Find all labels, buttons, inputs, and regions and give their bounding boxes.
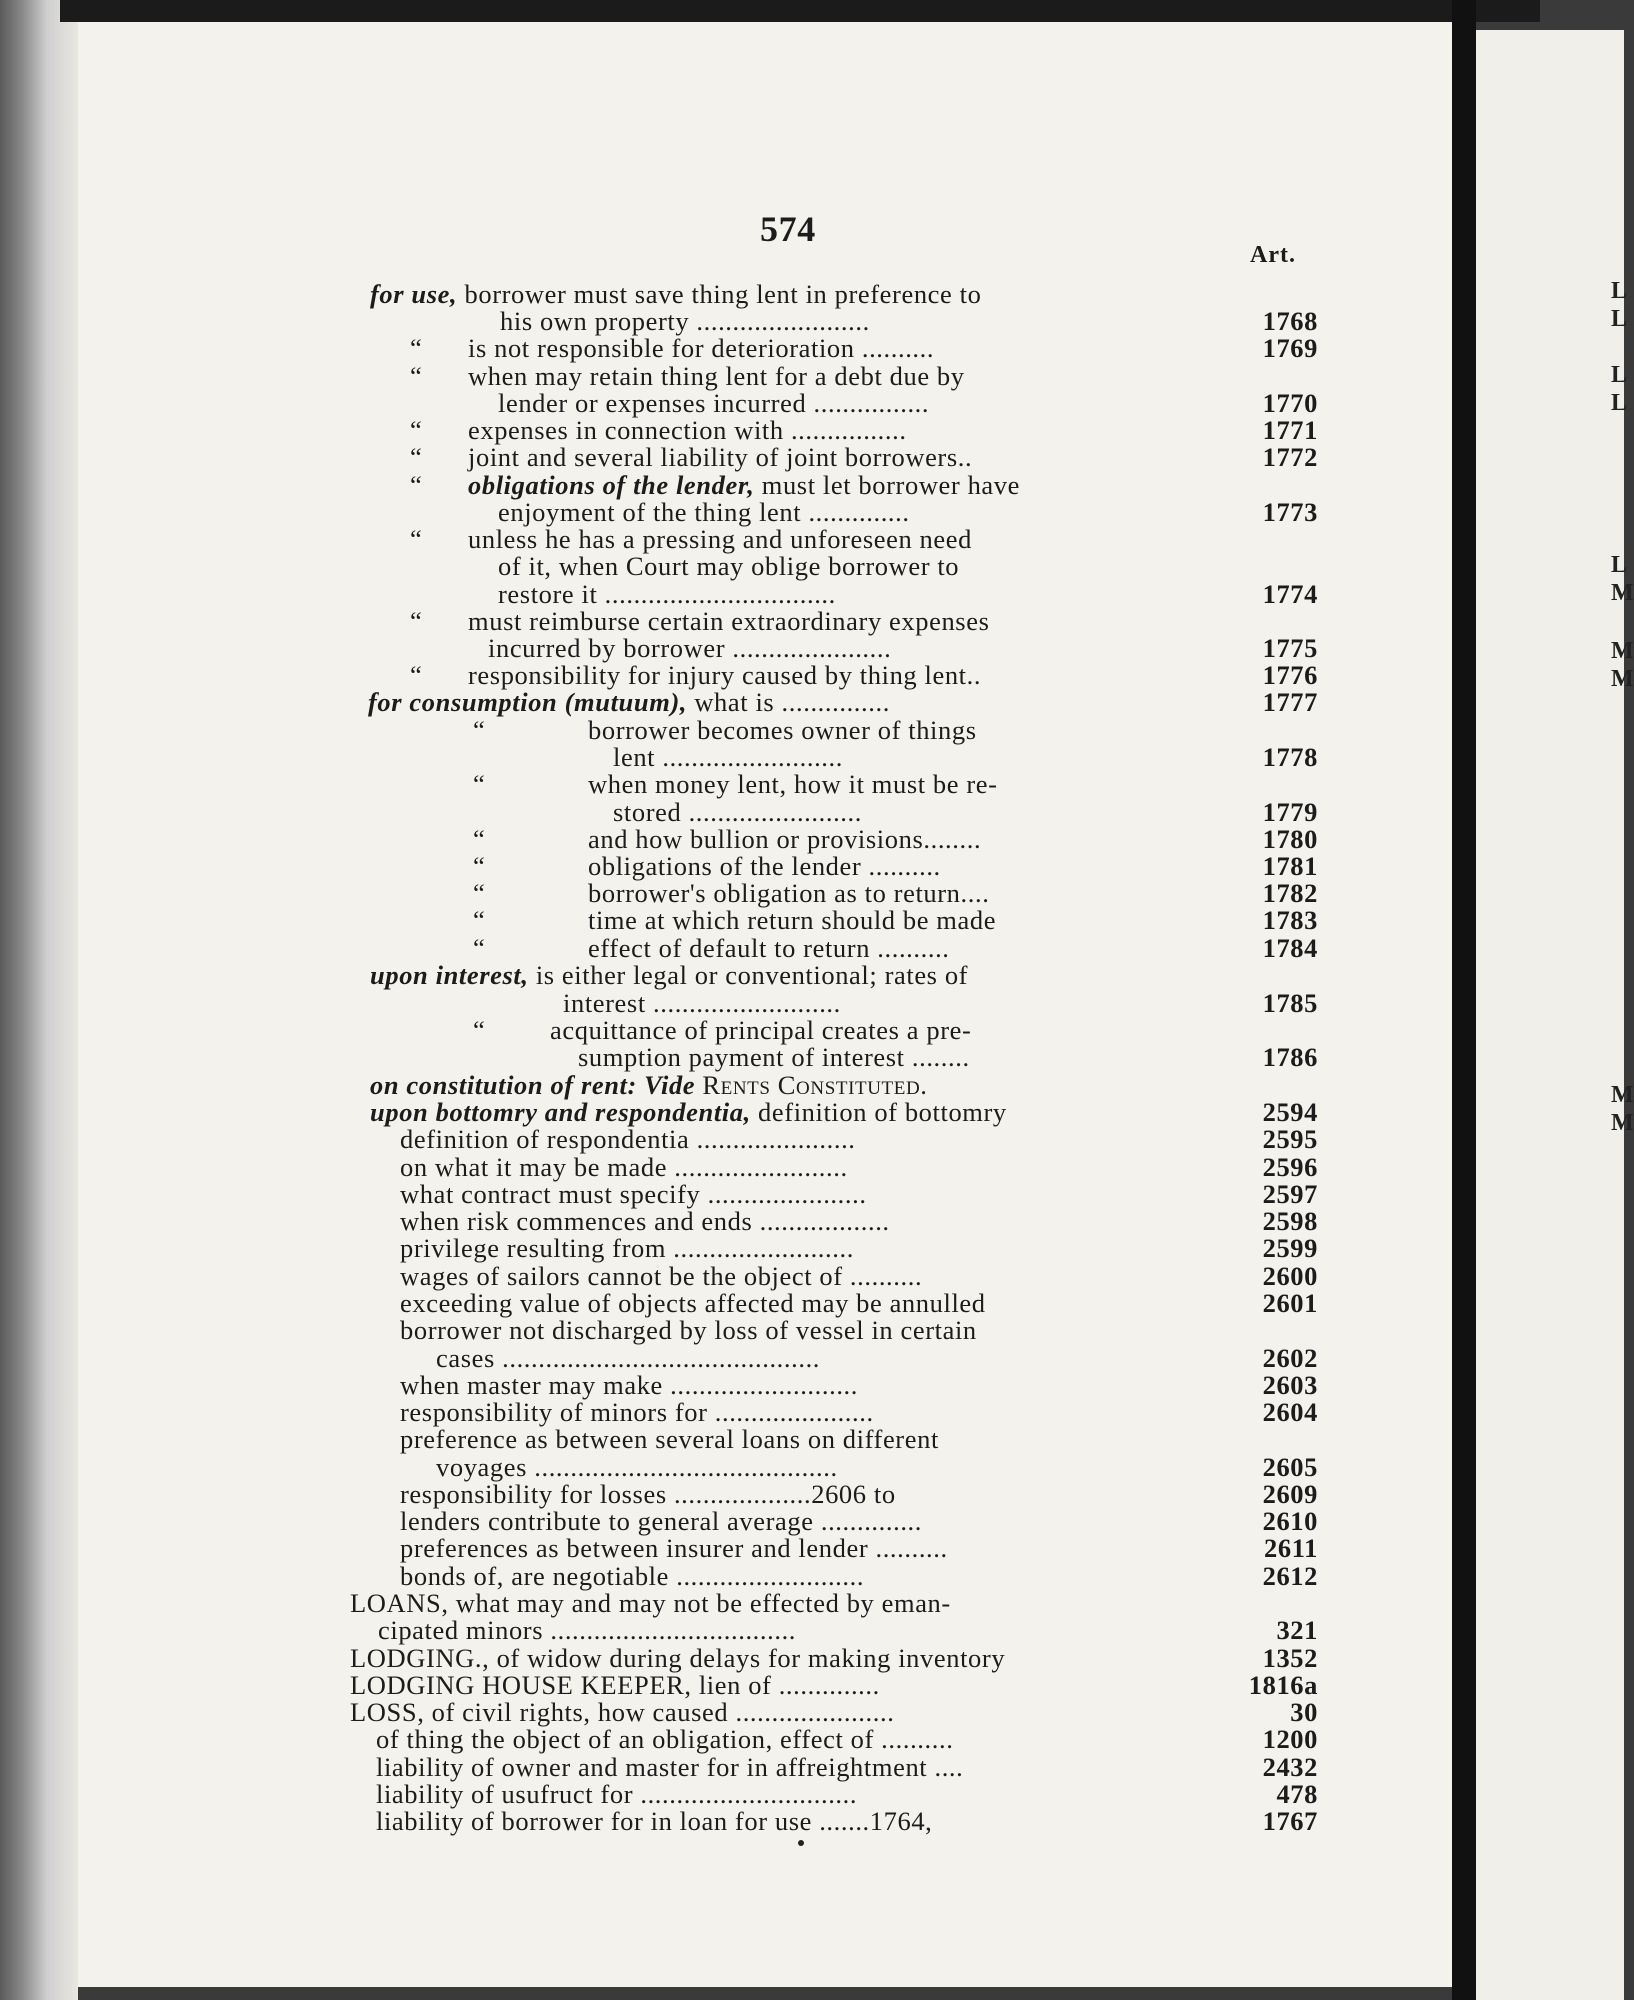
article-number: 1200 [1262, 1724, 1318, 1754]
entry-body: preference as between several loans on different [400, 1424, 939, 1454]
entry-text [400, 1425, 939, 1453]
entry-body: what contract must specify ...................... [400, 1179, 867, 1209]
facing-page-letter: M [1611, 1110, 1634, 1136]
entry-body: borrower becomes owner of things [588, 715, 977, 745]
facing-page-letter: L [1611, 306, 1628, 332]
facing-page-letter: M [1611, 580, 1634, 606]
entry-text [588, 716, 977, 744]
book-gutter [1452, 0, 1476, 2000]
article-number: 2603 [1262, 1370, 1318, 1400]
entry-text [613, 798, 862, 826]
entry-body: lender or expenses incurred ................ [498, 388, 930, 418]
entry-text [370, 280, 981, 308]
entry-body: is not responsible for deterioration .......... [468, 333, 935, 363]
entry-body: wages of sailors cannot be the object of .......... [400, 1261, 923, 1291]
article-number: 2612 [1262, 1561, 1318, 1591]
entry-text [350, 1698, 894, 1726]
entry-body: time at which return should be made [588, 905, 997, 935]
entry-body: on what it may be made ........................ [400, 1152, 848, 1182]
entry-body: preferences as between insurer and lender .......... [400, 1533, 948, 1563]
entry-text [370, 1098, 1007, 1126]
entry-body: liability of borrower for in loan for use .......1764, [376, 1806, 933, 1836]
ditto-mark: “ [410, 606, 423, 636]
entry-body: stored ........................ [613, 797, 862, 827]
ditto-mark: “ [473, 851, 486, 881]
article-number: 1781 [1262, 851, 1318, 881]
ditto-mark: “ [410, 660, 423, 690]
book-edge-left [0, 0, 78, 2000]
ink-dot [798, 1840, 804, 1846]
entry-text [613, 743, 843, 771]
entry-text [400, 1289, 986, 1317]
article-number: 1816a [1248, 1670, 1318, 1700]
entry-body: restore it ................................ [498, 579, 836, 609]
entry-text [376, 1807, 932, 1835]
entry-body: when risk commences and ends .................. [400, 1206, 890, 1236]
article-number: 2432 [1262, 1752, 1318, 1782]
entry-body: responsibility of minors for ...................... [400, 1397, 874, 1427]
article-number: 1773 [1262, 497, 1318, 527]
entry-body: voyages .......................................... [436, 1452, 838, 1482]
article-number: 1767 [1262, 1806, 1318, 1836]
entry-text [498, 389, 929, 417]
article-number: 2594 [1262, 1097, 1318, 1127]
entry-text [370, 961, 968, 989]
entry-text [588, 879, 989, 907]
entry-text [498, 552, 959, 580]
ditto-mark: “ [473, 905, 486, 935]
facing-page-letter: L [1611, 278, 1628, 304]
entry-body: cases ............................................ [436, 1343, 821, 1373]
page-number: 574 [760, 209, 816, 249]
entry-text [400, 1262, 922, 1290]
entry-body: responsibility for injury caused by thing lent.. [468, 660, 982, 690]
article-number: 1784 [1262, 933, 1318, 963]
entry-heading-italic: upon bottomry and respondentia, [370, 1097, 751, 1127]
entry-body: effect of default to return .......... [588, 933, 950, 963]
entry-body: when may retain thing lent for a debt due by [468, 361, 965, 391]
entry-body: definition of bottomry [750, 1097, 1007, 1127]
entry-text [378, 1616, 796, 1644]
entry-body: cipated minors .................................. [378, 1615, 797, 1645]
entry-body: when money lent, how it must be re- [588, 769, 998, 799]
article-number: 1770 [1262, 388, 1318, 418]
entry-text [468, 471, 1020, 499]
ditto-mark: “ [410, 333, 423, 363]
entry-body: enjoyment of the thing lent .............. [498, 497, 910, 527]
entry-text [468, 362, 965, 390]
entry-body: when master may make .......................... [400, 1370, 858, 1400]
article-number: 2596 [1262, 1152, 1318, 1182]
entry-body: bonds of, are negotiable .......................... [400, 1561, 865, 1591]
article-number: 1785 [1262, 988, 1318, 1018]
article-number: 1774 [1262, 579, 1318, 609]
entry-heading-italic: on constitution of rent: Vide [370, 1070, 696, 1100]
entry-body: LOSS, of civil rights, how caused ...................... [350, 1697, 895, 1727]
article-number: 2611 [1264, 1533, 1318, 1563]
entry-text [350, 1671, 880, 1699]
facing-page-letter: M [1611, 666, 1634, 692]
entry-body: of it, when Court may oblige borrower to [498, 551, 960, 581]
ditto-mark: “ [410, 361, 423, 391]
article-number: 1783 [1262, 905, 1318, 935]
ditto-mark: “ [473, 933, 486, 963]
entry-text [498, 498, 910, 526]
entry-text [400, 1180, 867, 1208]
facing-page [1476, 30, 1634, 2000]
article-number: 1768 [1262, 306, 1318, 336]
article-number: 30 [1290, 1697, 1318, 1727]
entry-text [400, 1316, 977, 1344]
entry-text [468, 334, 934, 362]
entry-body: what is ............... [687, 687, 890, 717]
ditto-mark: “ [473, 824, 486, 854]
entry-body: acquittance of principal creates a pre- [550, 1015, 972, 1045]
entry-body: is either legal or conventional; rates of [528, 960, 969, 990]
entry-body: privilege resulting from ......................... [400, 1233, 854, 1263]
entry-heading-italic: obligations of the lender, [468, 470, 755, 500]
ditto-mark: “ [473, 715, 486, 745]
entry-text [400, 1562, 864, 1590]
ditto-mark: “ [410, 524, 423, 554]
entry-body: incurred by borrower ...................... [488, 633, 892, 663]
entry-text [588, 770, 998, 798]
entry-text [500, 307, 870, 335]
entry-text [468, 661, 981, 689]
index-page [78, 22, 1452, 1987]
facing-page-letter: M [1611, 638, 1634, 664]
article-number: 1780 [1262, 824, 1318, 854]
entry-text [400, 1371, 858, 1399]
facing-page-letter: L [1611, 390, 1628, 416]
article-number: 1769 [1262, 333, 1318, 363]
entry-body: borrower must save thing lent in preference to [457, 279, 982, 309]
entry-body: his own property ........................ [500, 306, 870, 336]
entry-body: of thing the object of an obligation, effect of .......... [376, 1724, 954, 1754]
article-number: 478 [1276, 1779, 1318, 1809]
entry-body: and how bullion or provisions........ [588, 824, 982, 854]
article-number: 2609 [1262, 1479, 1318, 1509]
ditto-mark: “ [410, 415, 423, 445]
entry-text [376, 1753, 963, 1781]
entry-body: LODGING HOUSE KEEPER, lien of .............. [350, 1670, 880, 1700]
entry-body: must reimburse certain extraordinary expenses [468, 606, 990, 636]
facing-page-letter: L [1611, 362, 1628, 388]
entry-text [368, 688, 890, 716]
entry-text [588, 906, 996, 934]
entry-text [468, 443, 972, 471]
article-number: 1776 [1262, 660, 1318, 690]
entry-text [588, 825, 981, 853]
entry-text [588, 852, 941, 880]
article-number: 2604 [1262, 1397, 1318, 1427]
entry-text [400, 1153, 848, 1181]
article-number: 1352 [1262, 1643, 1318, 1673]
entry-text [400, 1534, 948, 1562]
entry-heading-italic: upon interest, [370, 960, 529, 990]
entry-body: interest .......................... [563, 988, 841, 1018]
article-number: 2595 [1262, 1124, 1318, 1154]
entry-body: LODGING., of widow during delays for making inventory [350, 1643, 1006, 1673]
entry-text [400, 1507, 922, 1535]
entry-text [400, 1480, 896, 1508]
entry-body: Rents Constituted. [695, 1070, 928, 1100]
facing-page-letter: L [1611, 552, 1628, 578]
entry-heading-italic: for consumption (mutuum), [368, 687, 688, 717]
entry-text [376, 1780, 857, 1808]
ditto-mark: “ [473, 1015, 486, 1045]
entry-body: liability of owner and master for in affreightment .... [376, 1752, 964, 1782]
entry-body: responsibility for losses ...................2606 to [400, 1479, 896, 1509]
article-number: 1786 [1262, 1042, 1318, 1072]
article-number: 1778 [1262, 742, 1318, 772]
entry-text [436, 1344, 820, 1372]
entry-text [498, 580, 836, 608]
article-number: 2597 [1262, 1179, 1318, 1209]
entry-text [350, 1589, 951, 1617]
entry-text [468, 607, 989, 635]
book-edge-top [60, 0, 1540, 22]
entry-text [370, 1071, 927, 1099]
entry-body: obligations of the lender .......... [588, 851, 941, 881]
ditto-mark: “ [473, 878, 486, 908]
entry-text [400, 1207, 890, 1235]
facing-page-letter: M [1611, 1082, 1634, 1108]
article-number: 321 [1276, 1615, 1318, 1645]
entry-text [588, 934, 950, 962]
article-number: 2605 [1262, 1452, 1318, 1482]
entry-text [436, 1453, 838, 1481]
page-content [78, 22, 1452, 1987]
entry-heading-italic: for use, [370, 279, 458, 309]
entry-text [468, 525, 972, 553]
entry-body: unless he has a pressing and unforeseen need [468, 524, 972, 554]
entry-body: LOANS, what may and may not be effected by eman- [350, 1588, 951, 1618]
entry-text [350, 1644, 1005, 1672]
article-number: 2598 [1262, 1206, 1318, 1236]
entry-text [578, 1043, 970, 1071]
column-header-art: Art. [1250, 242, 1296, 268]
article-number: 1779 [1262, 797, 1318, 827]
entry-body: must let borrower have [754, 470, 1020, 500]
entry-body: lenders contribute to general average .............. [400, 1506, 922, 1536]
entry-body: joint and several liability of joint borrowers.. [468, 442, 973, 472]
entry-body: borrower not discharged by loss of vessel in certain [400, 1315, 977, 1345]
entry-text [488, 634, 891, 662]
article-number: 1782 [1262, 878, 1318, 908]
ditto-mark: “ [410, 470, 423, 500]
article-number: 2601 [1262, 1288, 1318, 1318]
entry-text [550, 1016, 971, 1044]
entry-text [400, 1398, 874, 1426]
entry-body: borrower's obligation as to return.... [588, 878, 990, 908]
entry-text [563, 989, 841, 1017]
article-number: 2602 [1262, 1343, 1318, 1373]
article-number: 2599 [1262, 1233, 1318, 1263]
article-number: 1775 [1262, 633, 1318, 663]
ditto-mark: “ [410, 442, 423, 472]
entry-text [400, 1234, 854, 1262]
article-number: 1772 [1262, 442, 1318, 472]
entry-body: liability of usufruct for .............................. [376, 1779, 858, 1809]
article-number: 1777 [1262, 687, 1318, 717]
entry-body: lent ......................... [613, 742, 843, 772]
ditto-mark: “ [473, 769, 486, 799]
article-number: 2600 [1262, 1261, 1318, 1291]
entry-body: sumption payment of interest ........ [578, 1042, 970, 1072]
entry-body: definition of respondentia ...................... [400, 1124, 856, 1154]
entry-body: exceeding value of objects affected may be annulled [400, 1288, 986, 1318]
entry-text [400, 1125, 856, 1153]
article-number: 2610 [1262, 1506, 1318, 1536]
article-number: 1771 [1262, 415, 1318, 445]
entry-text [376, 1725, 953, 1753]
entry-body: expenses in connection with ................ [468, 415, 907, 445]
entry-text [468, 416, 907, 444]
